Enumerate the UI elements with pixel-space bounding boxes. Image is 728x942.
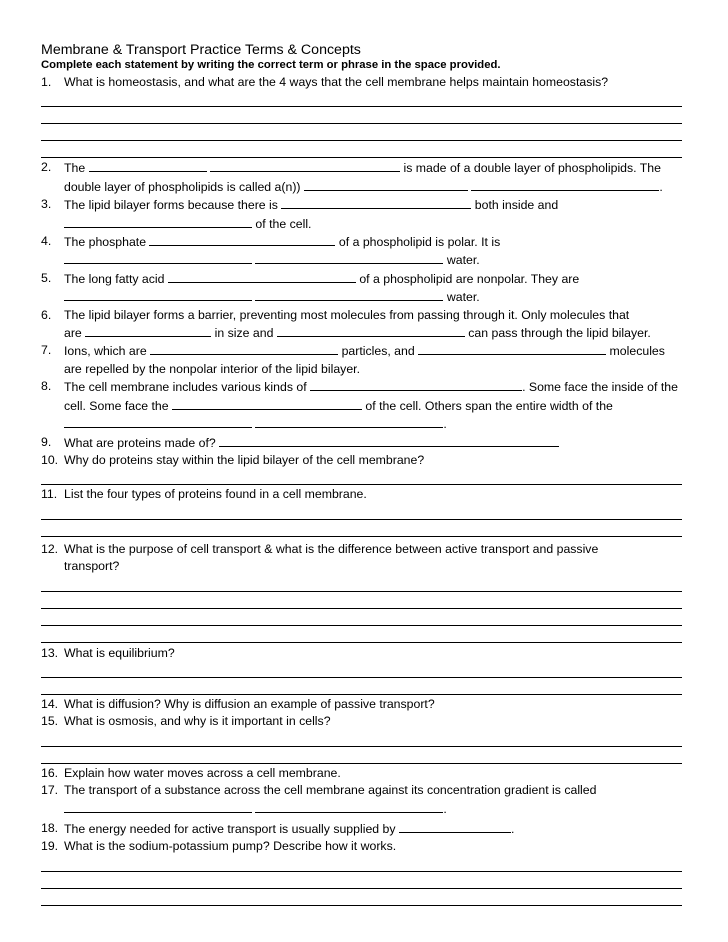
question-8 [41,378,682,433]
question-3 [41,196,682,233]
question-text: of the cell. [255,216,312,231]
question-text: of the cell. Others span the entire width of the [365,398,613,413]
answer-line[interactable] [41,626,682,643]
question-15 [41,713,682,730]
answer-line[interactable] [41,609,682,626]
answer-blank[interactable] [64,415,252,428]
answer-line[interactable] [41,662,682,678]
answer-line[interactable] [41,576,682,592]
answer-blank[interactable] [64,800,252,813]
answer-blank[interactable] [418,342,606,355]
question-text: double layer of phospholipids is called a(n) [64,179,297,194]
question-4 [41,233,682,270]
question-text: . [510,821,515,836]
answer-line[interactable] [41,107,682,124]
answer-line[interactable] [41,678,682,695]
answer-blank[interactable] [255,251,443,264]
question-number: 7. [41,343,52,358]
answer-blank[interactable] [85,324,211,337]
question-text: What are proteins made of? [64,435,216,450]
question-number: 18. [41,820,59,835]
question-text: in size and [214,326,274,341]
question-text: What is osmosis, and why is it important in cells? [64,714,331,729]
question-text: can pass through the lipid bilayer. [468,326,651,341]
question-text: What is homeostasis, and what are the 4 ways that the cell membrane helps maintain homeostasis? [64,75,609,89]
question-5 [41,270,682,307]
question-text: What is equilibrium? [64,645,175,660]
question-text: The phosphate [64,235,147,250]
question-text: molecules [609,344,665,359]
question-6 [41,307,682,343]
question-text: . [443,801,447,816]
answer-blank[interactable] [64,251,252,264]
question-13 [41,645,682,662]
question-text: particles, and [341,344,415,359]
question-text: water. [446,290,480,305]
question-text: List the four types of proteins found in a cell membrane. [64,487,367,502]
question-text: . Some face the inside of the [522,380,678,395]
question-number: 11. [41,487,58,502]
question-9 [41,434,682,452]
page-title: Membrane & Transport Practice Terms & Concepts [41,42,361,58]
question-text: transport? [64,559,120,574]
question-number: 3. [41,197,52,212]
question-text: ) [296,179,301,194]
answer-blank[interactable] [64,288,252,301]
answer-blank[interactable] [168,270,356,283]
question-number: 9. [41,434,52,449]
question-11 [41,486,682,503]
question-number: 17. [41,783,59,798]
answer-line[interactable] [41,592,682,609]
question-text: Explain how water moves across a cell membrane. [64,765,341,780]
question-number: 8. [41,379,52,394]
answer-line[interactable] [41,731,682,747]
answer-blank[interactable] [255,800,443,813]
question-10 [41,452,682,469]
question-text: water. [446,253,480,268]
question-number: 12. [41,541,59,556]
question-text: The [64,161,86,176]
question-12 [41,541,682,576]
answer-blank[interactable] [399,820,511,833]
question-number: 14. [41,696,59,711]
question-text: What is the sodium-potassium pump? Describe how it works. [64,839,397,854]
question-text: The lipid bilayer forms a barrier, preventing most molecules from passing through it. Only molecules that [64,307,630,322]
question-number: 15. [41,714,59,729]
question-text: are repelled by the nonpolar interior of the lipid bilayer. [64,361,360,376]
question-14 [41,696,682,713]
question-number: 6. [41,307,52,322]
answer-line[interactable] [41,141,682,158]
question-text: . [659,179,663,194]
answer-line[interactable] [41,889,682,906]
question-number: 4. [41,234,52,249]
instructions: Complete each statement by writing the correct term or phrase in the space provided. [41,59,501,71]
question-number: 10. [41,452,59,467]
answer-blank[interactable] [304,178,468,191]
question-text: The lipid bilayer forms because there is [64,198,278,213]
answer-line[interactable] [41,91,682,107]
answer-blank[interactable] [310,378,522,391]
answer-blank[interactable] [64,215,252,228]
answer-blank[interactable] [281,196,471,209]
question-text: The energy needed for active transport is usually supplied by [64,821,396,836]
question-text: The long fatty acid [64,271,165,286]
answer-line[interactable] [41,747,682,764]
question-number: 13. [41,645,59,660]
question-number: 5. [41,270,52,285]
question-number: 1. [41,75,52,89]
answer-blank[interactable] [219,434,559,447]
answer-blank[interactable] [172,397,362,410]
question-text: Ions, which are [64,344,147,359]
question-number: 16. [41,765,59,780]
question-18 [41,820,682,838]
answer-line[interactable] [41,124,682,141]
answer-blank[interactable] [471,178,659,191]
question-text: cell. Some face the [64,398,169,413]
question-7 [41,342,682,378]
worksheet-page [41,42,682,906]
answer-blank[interactable] [210,159,400,172]
answer-line[interactable] [41,520,682,537]
question-text: The transport of a substance across the cell membrane against its concentration gradient is called [64,783,597,798]
question-text: of a phospholipid is polar. It is [338,235,501,250]
question-16 [41,765,682,782]
answer-line[interactable] [41,469,682,485]
answer-line[interactable] [41,504,682,520]
question-text: What is diffusion? Why is diffusion an example of passive transport? [64,696,435,711]
question-text: both inside and [474,198,559,213]
question-2 [41,159,682,196]
answer-blank[interactable] [255,415,443,428]
question-text: of a phospholipid are nonpolar. They are [359,271,580,286]
question-text: The cell membrane includes various kinds of [64,380,307,395]
question-text: . [443,417,447,432]
question-text: What is the purpose of cell transport & what is the difference between active transport and passive [64,541,599,556]
question-19 [41,838,682,855]
question-text: are [64,326,82,341]
answer-blank[interactable] [149,233,335,246]
question-1 [41,74,682,91]
answer-blank[interactable] [255,288,443,301]
answer-blank[interactable] [89,159,207,172]
answer-blank[interactable] [277,324,465,337]
answer-line[interactable] [41,856,682,872]
question-number: 2. [41,160,52,175]
answer-line[interactable] [41,872,682,889]
question-17 [41,782,682,818]
answer-blank[interactable] [150,342,338,355]
question-text: is made of a double layer of phospholipids. The [403,161,661,176]
question-text: Why do proteins stay within the lipid bilayer of the cell membrane? [64,452,425,467]
question-number: 19. [41,839,59,854]
